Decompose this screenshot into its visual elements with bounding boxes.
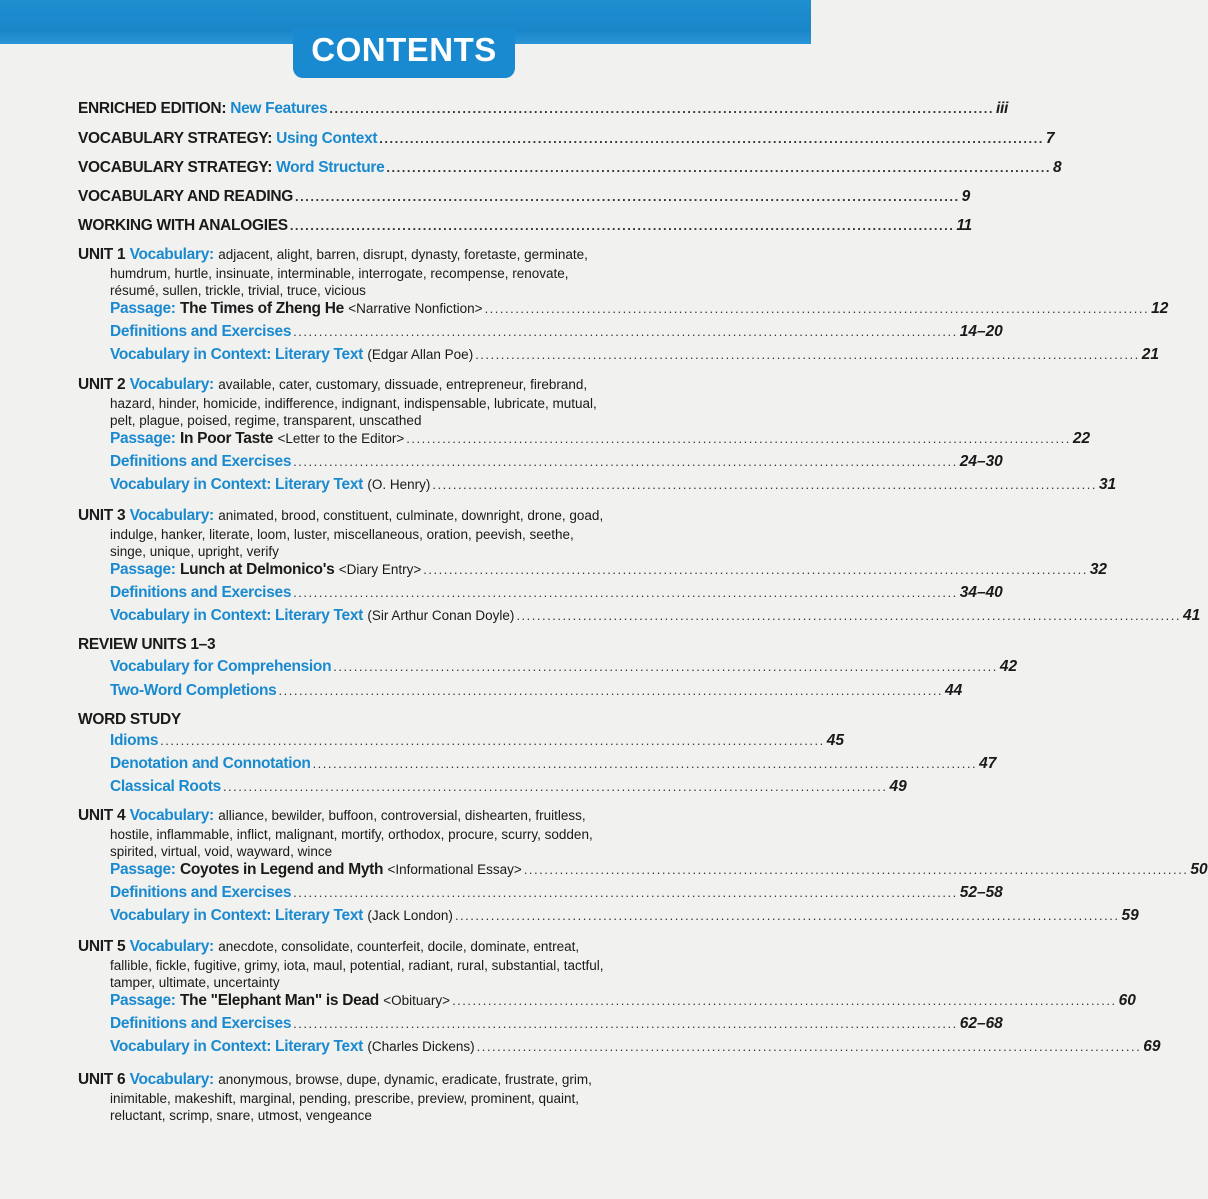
vic-label: Vocabulary in Context: Literary Text <box>110 907 364 924</box>
vocabulary-label: Vocabulary: <box>129 376 214 393</box>
entry-sublabel: Using Context <box>276 130 378 147</box>
passage-title: Coyotes in Legend and Myth <box>179 861 384 878</box>
word-study-entry[interactable] <box>110 732 844 750</box>
entry-page: 34–40 <box>959 584 1003 601</box>
entry-label: WORKING WITH ANALOGIES <box>78 217 288 234</box>
vocabulary-words: available, cater, customary, dissuade, entrepreneur, firebrand, <box>218 377 588 392</box>
vic-author: (Jack London) <box>367 908 453 923</box>
leader-dots: .................................................................................................................................. <box>452 993 1117 1008</box>
vocabulary-label: Vocabulary: <box>129 807 214 824</box>
review-heading: REVIEW UNITS 1–3 <box>78 636 216 653</box>
entry-label: VOCABULARY STRATEGY: <box>78 130 273 147</box>
review-label: Two-Word Completions <box>110 682 277 699</box>
vocabulary-words: humdrum, hurtle, insinuate, interminable, interrogate, recompense, renovate, <box>110 266 569 281</box>
entry-page: 45 <box>826 732 844 749</box>
leader-dots: .................................................................................................................................. <box>160 733 825 748</box>
vocabulary-label: Vocabulary: <box>129 1071 214 1088</box>
leader-dots: .................................................................................................................................. <box>406 431 1071 446</box>
leader-dots: .................................................................................................................................. <box>523 862 1189 877</box>
entry-page: 24–30 <box>959 453 1003 470</box>
vocab-in-context-entry[interactable] <box>110 1038 1161 1056</box>
definitions-label: Definitions and Exercises <box>110 323 292 340</box>
leader-dots: .................................................................................................................................. <box>386 160 1051 175</box>
leader-dots: .................................................................................................................................. <box>289 218 955 233</box>
entry-page: 49 <box>889 778 907 795</box>
leader-dots: .................................................................................................................................. <box>379 131 1044 146</box>
unit-1-header <box>78 246 588 264</box>
definitions-entry[interactable] <box>110 323 1003 341</box>
entry-page: 59 <box>1121 907 1139 924</box>
review-entry[interactable] <box>110 682 963 700</box>
leader-dots: .................................................................................................................................. <box>476 1039 1142 1054</box>
leader-dots: .................................................................................................................................. <box>333 659 998 674</box>
vocabulary-words: inimitable, makeshift, marginal, pending, prescribe, preview, prominent, quaint, <box>110 1091 579 1106</box>
entry-page: 7 <box>1045 130 1055 147</box>
definitions-label: Definitions and Exercises <box>110 1015 292 1032</box>
entry-page: 9 <box>961 188 970 205</box>
vic-label: Vocabulary in Context: Literary Text <box>110 476 364 493</box>
vocab-in-context-entry[interactable] <box>110 607 1201 625</box>
vocabulary-label: Vocabulary: <box>129 507 214 524</box>
passage-entry[interactable] <box>110 861 1208 879</box>
vocabulary-words: pelt, plague, poised, regime, transparent, unscathed <box>110 413 422 428</box>
definitions-entry[interactable] <box>110 584 1003 602</box>
entry-sublabel: New Features <box>230 100 328 117</box>
entry-label: VOCABULARY AND READING <box>78 188 294 205</box>
passage-title: The "Elephant Man" is Dead <box>179 992 379 1009</box>
unit-label: UNIT 2 <box>78 376 126 393</box>
entry-page: 50 <box>1190 861 1208 878</box>
word-study-entry[interactable] <box>110 755 997 773</box>
vic-author: (Sir Arthur Conan Doyle) <box>367 608 515 623</box>
vocab-in-context-entry[interactable] <box>110 907 1139 925</box>
leader-dots: .................................................................................................................................. <box>423 562 1088 577</box>
unit-4-header <box>78 807 586 825</box>
passage-title: In Poor Taste <box>179 430 274 447</box>
unit-label: UNIT 6 <box>78 1071 126 1088</box>
vic-author: (Charles Dickens) <box>367 1039 475 1054</box>
unit-2-header <box>78 376 587 394</box>
passage-label: Passage: <box>110 992 176 1009</box>
word-study-label: Idioms <box>110 732 159 749</box>
vocabulary-words: anecdote, consolidate, counterfeit, docile, dominate, entreat, <box>218 939 580 954</box>
entry-sublabel: Word Structure <box>276 159 385 176</box>
vocabulary-words: reluctant, scrimp, snare, utmost, vengeance <box>110 1108 372 1123</box>
passage-genre: <Diary Entry> <box>338 562 422 577</box>
definitions-label: Definitions and Exercises <box>110 884 292 901</box>
vocabulary-words: fallible, fickle, fugitive, grimy, iota, maul, potential, radiant, rural, substantial, tactful, <box>110 958 604 973</box>
word-study-heading: WORD STUDY <box>78 711 181 728</box>
passage-label: Passage: <box>110 300 176 317</box>
leader-dots: .................................................................................................................................. <box>295 189 960 204</box>
review-entry[interactable] <box>110 658 1018 676</box>
definitions-entry[interactable] <box>110 453 1003 471</box>
unit-5-header <box>78 938 579 956</box>
passage-label: Passage: <box>110 430 176 447</box>
leader-dots: .................................................................................................................................. <box>329 101 994 116</box>
toc-entry[interactable] <box>78 188 970 206</box>
contents-title-tab <box>293 28 515 78</box>
vocab-in-context-entry[interactable] <box>110 476 1117 494</box>
entry-page: iii <box>995 100 1008 117</box>
leader-dots: .................................................................................................................................. <box>293 585 958 600</box>
vocabulary-words: anonymous, browse, dupe, dynamic, eradicate, frustrate, grim, <box>218 1072 592 1087</box>
leader-dots: .................................................................................................................................. <box>278 683 944 698</box>
toc-entry[interactable] <box>78 130 1055 148</box>
unit-label: UNIT 4 <box>78 807 126 824</box>
leader-dots: .................................................................................................................................. <box>454 908 1120 923</box>
definitions-label: Definitions and Exercises <box>110 584 292 601</box>
passage-title: Lunch at Delmonico's <box>179 561 335 578</box>
leader-dots: .................................................................................................................................. <box>293 1016 958 1031</box>
vocabulary-words: alliance, bewilder, buffoon, controversial, dishearten, fruitless, <box>218 808 586 823</box>
vocabulary-words: résumé, sullen, trickle, trivial, truce, vicious <box>110 283 366 298</box>
vocabulary-words: hostile, inflammable, inflict, malignant, mortify, orthodox, procure, scurry, sodden, <box>110 827 593 842</box>
vic-label: Vocabulary in Context: Literary Text <box>110 346 364 363</box>
vocabulary-label: Vocabulary: <box>129 938 214 955</box>
entry-page: 60 <box>1118 992 1136 1009</box>
word-study-entry[interactable] <box>110 778 907 796</box>
passage-genre: <Letter to the Editor> <box>277 431 405 446</box>
leader-dots: .................................................................................................................................. <box>484 301 1150 316</box>
unit-label: UNIT 3 <box>78 507 126 524</box>
toc-entry[interactable] <box>78 217 972 235</box>
entry-page: 42 <box>999 658 1018 675</box>
passage-label: Passage: <box>110 861 176 878</box>
entry-page: 14–20 <box>959 323 1003 340</box>
vic-label: Vocabulary in Context: Literary Text <box>110 607 364 624</box>
definitions-entry[interactable] <box>110 1015 1003 1033</box>
leader-dots: .................................................................................................................................. <box>293 454 958 469</box>
passage-title: The Times of Zheng He <box>179 300 344 317</box>
entry-page: 32 <box>1089 561 1108 578</box>
vocabulary-words: spirited, virtual, void, wayward, wince <box>110 844 333 859</box>
definitions-entry[interactable] <box>110 884 1003 902</box>
vocabulary-words: singe, unique, upright, verify <box>110 544 279 559</box>
entry-label: ENRICHED EDITION: <box>78 100 227 117</box>
passage-genre: <Obituary> <box>383 993 451 1008</box>
vocabulary-words: adjacent, alight, barren, disrupt, dynasty, foretaste, germinate, <box>218 247 588 262</box>
passage-entry[interactable] <box>110 430 1091 448</box>
word-study-label: Classical Roots <box>110 778 221 795</box>
vocabulary-label: Vocabulary: <box>129 246 214 263</box>
unit-6-header <box>78 1071 592 1089</box>
passage-entry[interactable] <box>110 561 1108 579</box>
entry-page: 52–58 <box>959 884 1003 901</box>
entry-label: VOCABULARY STRATEGY: <box>78 159 273 176</box>
unit-label: UNIT 5 <box>78 938 126 955</box>
toc-entry[interactable] <box>78 100 1008 118</box>
word-study-label: Denotation and Connotation <box>110 755 311 772</box>
vocabulary-words: indulge, hanker, literate, loom, luster, miscellaneous, oration, peevish, seethe, <box>110 527 574 542</box>
definitions-label: Definitions and Exercises <box>110 453 292 470</box>
vic-label: Vocabulary in Context: Literary Text <box>110 1038 364 1055</box>
review-label: Vocabulary for Comprehension <box>110 658 332 675</box>
leader-dots: .................................................................................................................................. <box>293 885 958 900</box>
vic-author: (O. Henry) <box>367 477 431 492</box>
passage-genre: <Narrative Nonfiction> <box>348 301 483 316</box>
unit-label: UNIT 1 <box>78 246 126 263</box>
passage-entry[interactable] <box>110 300 1169 318</box>
passage-entry[interactable] <box>110 992 1136 1010</box>
entry-page: 62–68 <box>959 1015 1003 1032</box>
entry-page: 21 <box>1141 346 1159 363</box>
entry-page: 8 <box>1052 159 1062 176</box>
entry-page: 22 <box>1072 430 1091 447</box>
passage-genre: <Informational Essay> <box>387 862 522 877</box>
entry-page: 47 <box>979 755 997 772</box>
entry-page: 11 <box>956 217 972 234</box>
leader-dots: .................................................................................................................................. <box>293 324 958 339</box>
vocabulary-words: hazard, hinder, homicide, indifference, indignant, indispensable, lubricate, mutual, <box>110 396 597 411</box>
entry-page: 41 <box>1182 607 1201 624</box>
entry-page: 44 <box>945 682 963 699</box>
unit-3-header <box>78 507 603 525</box>
vocab-in-context-entry[interactable] <box>110 346 1159 364</box>
leader-dots: .................................................................................................................................. <box>475 347 1140 362</box>
leader-dots: .................................................................................................................................. <box>516 608 1181 623</box>
entry-page: 12 <box>1151 300 1169 317</box>
vocabulary-words: tamper, ultimate, uncertainty <box>110 975 280 990</box>
vic-author: (Edgar Allan Poe) <box>367 347 474 362</box>
vocabulary-words: animated, brood, constituent, culminate, downright, drone, goad, <box>218 508 604 523</box>
entry-page: 31 <box>1098 476 1117 493</box>
page-title: CONTENTS <box>311 31 497 68</box>
entry-page: 69 <box>1143 1038 1161 1055</box>
passage-label: Passage: <box>110 561 176 578</box>
toc-entry[interactable] <box>78 159 1062 177</box>
leader-dots: .................................................................................................................................. <box>432 477 1097 492</box>
leader-dots: .................................................................................................................................. <box>222 779 888 794</box>
leader-dots: .................................................................................................................................. <box>312 756 978 771</box>
